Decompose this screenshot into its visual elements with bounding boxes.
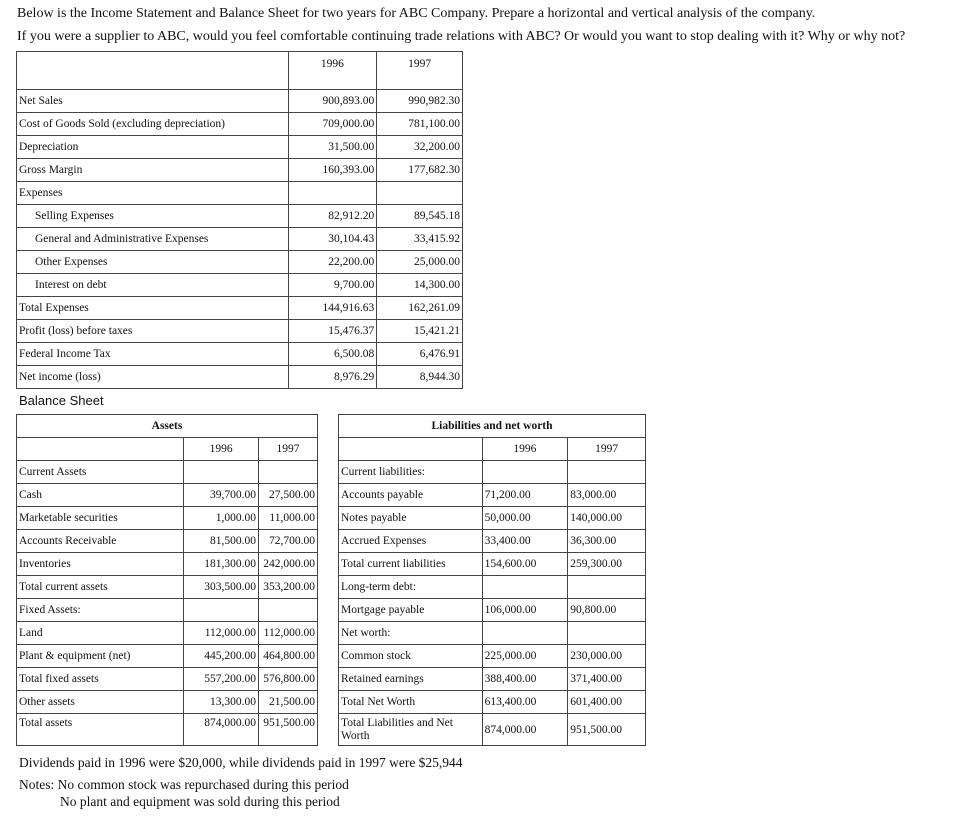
income-row-label: Federal Income Tax [17, 343, 289, 366]
assets-row-1996 [184, 599, 259, 622]
liabilities-row-1996: 33,400.00 [482, 530, 568, 553]
liabilities-row-1996 [482, 622, 568, 645]
assets-table [16, 414, 318, 746]
liabilities-row-label: Common stock [339, 645, 483, 668]
assets-row-label: Land [17, 622, 184, 645]
liabilities-year-1996: 1996 [482, 438, 568, 461]
liabilities-row [339, 714, 646, 746]
notes-line-2: No plant and equipment was sold during this period [60, 794, 340, 809]
income-row-label: Cost of Goods Sold (excluding depreciation) [17, 113, 289, 136]
income-row-label: Profit (loss) before taxes [17, 320, 289, 343]
liabilities-row-1996: 613,400.00 [482, 691, 568, 714]
assets-row [17, 553, 318, 576]
assets-row-label: Marketable securities [17, 507, 184, 530]
income-row-label: Net income (loss) [17, 366, 289, 389]
assets-header: Assets [17, 415, 318, 438]
income-row-1996: 6,500.08 [288, 343, 377, 366]
income-row-1997: 33,415.92 [377, 228, 463, 251]
assets-row-1997: 72,700.00 [259, 530, 318, 553]
liabilities-row [339, 484, 646, 507]
liabilities-row-label: Current liabilities: [339, 461, 483, 484]
income-row-1997: 32,200.00 [377, 136, 463, 159]
liabilities-row-1997 [568, 622, 646, 645]
assets-row-1996: 39,700.00 [184, 484, 259, 507]
income-row-label: Other Expenses [17, 251, 289, 274]
assets-year-1997: 1997 [259, 438, 318, 461]
liabilities-row-label: Notes payable [339, 507, 483, 530]
assets-row [17, 484, 318, 507]
liabilities-title-row [339, 415, 646, 438]
income-row [17, 228, 463, 251]
assets-row-label: Accounts Receivable [17, 530, 184, 553]
liabilities-row [339, 553, 646, 576]
assets-row-1997: 112,000.00 [259, 622, 318, 645]
income-row-1997: 6,476.91 [377, 343, 463, 366]
income-row-label: Expenses [17, 182, 289, 205]
income-row [17, 159, 463, 182]
assets-row-1997 [259, 599, 318, 622]
income-row-label: Gross Margin [17, 159, 289, 182]
liabilities-row-label: Total current liabilities [339, 553, 483, 576]
assets-row-1996: 112,000.00 [184, 622, 259, 645]
income-row [17, 182, 463, 205]
income-header-blank [17, 52, 289, 90]
income-row-1997: 162,261.09 [377, 297, 463, 320]
income-row-1996: 30,104.43 [288, 228, 377, 251]
liabilities-row [339, 576, 646, 599]
income-year-1997: 1997 [377, 52, 463, 90]
assets-row-label: Inventories [17, 553, 184, 576]
income-row-label: Selling Expenses [17, 205, 289, 228]
income-statement-table [16, 51, 463, 389]
liabilities-row-1997: 36,300.00 [568, 530, 646, 553]
income-row-1997: 990,982.30 [377, 90, 463, 113]
assets-row [17, 622, 318, 645]
liabilities-row-1997: 140,000.00 [568, 507, 646, 530]
income-row-1997: 781,100.00 [377, 113, 463, 136]
assets-row-1997: 242,000.00 [259, 553, 318, 576]
assets-row [17, 645, 318, 668]
assets-row-label: Current Assets [17, 461, 184, 484]
assets-row [17, 599, 318, 622]
intro-line-1: Below is the Income Statement and Balance Sheet for two years for ABC Company. Prepare a horizontal and vertical analysis of the company. [17, 6, 816, 21]
intro-line-2: If you were a supplier to ABC, would you feel comfortable continuing trade relations with ABC? Or would you want to stop dealing with it? Why or why not? [17, 29, 906, 44]
assets-title-row [17, 415, 318, 438]
income-row-1996: 900,893.00 [288, 90, 377, 113]
income-row-label: Net Sales [17, 90, 289, 113]
income-row-1997: 25,000.00 [377, 251, 463, 274]
income-row-1996: 31,500.00 [288, 136, 377, 159]
assets-row-label: Cash [17, 484, 184, 507]
assets-row-1996: 181,300.00 [184, 553, 259, 576]
assets-row-1996: 445,200.00 [184, 645, 259, 668]
liabilities-row [339, 668, 646, 691]
liabilities-row-label: Accrued Expenses [339, 530, 483, 553]
liabilities-row-1996 [482, 576, 568, 599]
assets-year-blank [17, 438, 184, 461]
income-row-1997 [377, 182, 463, 205]
liabilities-row-1997 [568, 461, 646, 484]
assets-row-1996 [184, 461, 259, 484]
liabilities-row [339, 461, 646, 484]
assets-row-1996: 557,200.00 [184, 668, 259, 691]
income-row-1997: 177,682.30 [377, 159, 463, 182]
assets-row [17, 461, 318, 484]
liabilities-row-1997: 371,400.00 [568, 668, 646, 691]
income-row-label: General and Administrative Expenses [17, 228, 289, 251]
income-row [17, 136, 463, 159]
assets-row-1997: 951,500.00 [259, 714, 318, 746]
income-row-1997: 89,545.18 [377, 205, 463, 228]
income-header-row [17, 52, 463, 90]
income-row [17, 320, 463, 343]
liabilities-row-1996: 874,000.00 [482, 714, 568, 746]
liabilities-table [338, 414, 646, 746]
assets-row-1997: 576,800.00 [259, 668, 318, 691]
income-row [17, 297, 463, 320]
assets-row-label: Total assets [17, 714, 184, 746]
income-row-1996: 160,393.00 [288, 159, 377, 182]
assets-row-1997: 353,200.00 [259, 576, 318, 599]
assets-row-label: Total fixed assets [17, 668, 184, 691]
assets-row-1996: 81,500.00 [184, 530, 259, 553]
income-row-1996: 9,700.00 [288, 274, 377, 297]
dividends-note: Dividends paid in 1996 were $20,000, while dividends paid in 1997 were $25,944 [19, 755, 463, 770]
liabilities-row-label: Accounts payable [339, 484, 483, 507]
income-row-1997: 14,300.00 [377, 274, 463, 297]
assets-row [17, 691, 318, 714]
liabilities-row-label: Net worth: [339, 622, 483, 645]
income-row-1996: 22,200.00 [288, 251, 377, 274]
assets-row-1996: 13,300.00 [184, 691, 259, 714]
assets-row-1997: 11,000.00 [259, 507, 318, 530]
liabilities-row [339, 645, 646, 668]
income-row-1996: 15,476.37 [288, 320, 377, 343]
assets-row-label: Fixed Assets: [17, 599, 184, 622]
liabilities-row [339, 530, 646, 553]
assets-row-1996: 874,000.00 [184, 714, 259, 746]
liabilities-row-label: Long-term debt: [339, 576, 483, 599]
income-row [17, 274, 463, 297]
liabilities-row-1996: 388,400.00 [482, 668, 568, 691]
liabilities-row-1996: 154,600.00 [482, 553, 568, 576]
assets-row-label: Other assets [17, 691, 184, 714]
income-row-label: Total Expenses [17, 297, 289, 320]
liabilities-row-1996: 50,000.00 [482, 507, 568, 530]
income-row-label: Depreciation [17, 136, 289, 159]
income-row-1996: 144,916.63 [288, 297, 377, 320]
liabilities-row-label: Total Liabilities and Net Worth [339, 714, 483, 746]
liabilities-row-1997: 601,400.00 [568, 691, 646, 714]
income-row [17, 113, 463, 136]
liabilities-year-row [339, 438, 646, 461]
liabilities-row-label: Retained earnings [339, 668, 483, 691]
assets-row [17, 530, 318, 553]
liabilities-row-1996: 225,000.00 [482, 645, 568, 668]
assets-row-1997 [259, 461, 318, 484]
assets-row [17, 668, 318, 691]
liabilities-row [339, 622, 646, 645]
assets-row [17, 576, 318, 599]
liabilities-row-1997: 90,800.00 [568, 599, 646, 622]
assets-row-1997: 27,500.00 [259, 484, 318, 507]
liabilities-row-label: Total Net Worth [339, 691, 483, 714]
liabilities-row-label: Mortgage payable [339, 599, 483, 622]
liabilities-header: Liabilities and net worth [339, 415, 646, 438]
income-row [17, 90, 463, 113]
income-row [17, 366, 463, 389]
assets-row-1996: 303,500.00 [184, 576, 259, 599]
assets-row-label: Plant & equipment (net) [17, 645, 184, 668]
income-row-1996 [288, 182, 377, 205]
income-year-1996: 1996 [288, 52, 377, 90]
liabilities-row-1996: 71,200.00 [482, 484, 568, 507]
income-row-1997: 15,421.21 [377, 320, 463, 343]
liabilities-row-1997: 83,000.00 [568, 484, 646, 507]
balance-sheet-title: Balance Sheet [19, 393, 104, 408]
liabilities-row-1996: 106,000.00 [482, 599, 568, 622]
assets-year-row [17, 438, 318, 461]
assets-year-1996: 1996 [184, 438, 259, 461]
liabilities-year-blank [339, 438, 483, 461]
assets-row-label: Total current assets [17, 576, 184, 599]
income-row [17, 343, 463, 366]
liabilities-row-1997: 230,000.00 [568, 645, 646, 668]
liabilities-row [339, 599, 646, 622]
notes-line-1: Notes: No common stock was repurchased during this period [19, 777, 349, 792]
assets-row [17, 507, 318, 530]
income-row-1996: 8,976.29 [288, 366, 377, 389]
liabilities-row [339, 507, 646, 530]
income-row [17, 205, 463, 228]
assets-row-1996: 1,000.00 [184, 507, 259, 530]
income-row-1996: 82,912.20 [288, 205, 377, 228]
liabilities-year-1997: 1997 [568, 438, 646, 461]
income-row-label: Interest on debt [17, 274, 289, 297]
income-row-1997: 8,944.30 [377, 366, 463, 389]
income-row-1996: 709,000.00 [288, 113, 377, 136]
liabilities-row-1996 [482, 461, 568, 484]
assets-row-1997: 21,500.00 [259, 691, 318, 714]
liabilities-row-1997 [568, 576, 646, 599]
liabilities-row-1997: 259,300.00 [568, 553, 646, 576]
liabilities-row [339, 691, 646, 714]
income-row [17, 251, 463, 274]
liabilities-row-1997: 951,500.00 [568, 714, 646, 746]
assets-row [17, 714, 318, 746]
assets-row-1997: 464,800.00 [259, 645, 318, 668]
